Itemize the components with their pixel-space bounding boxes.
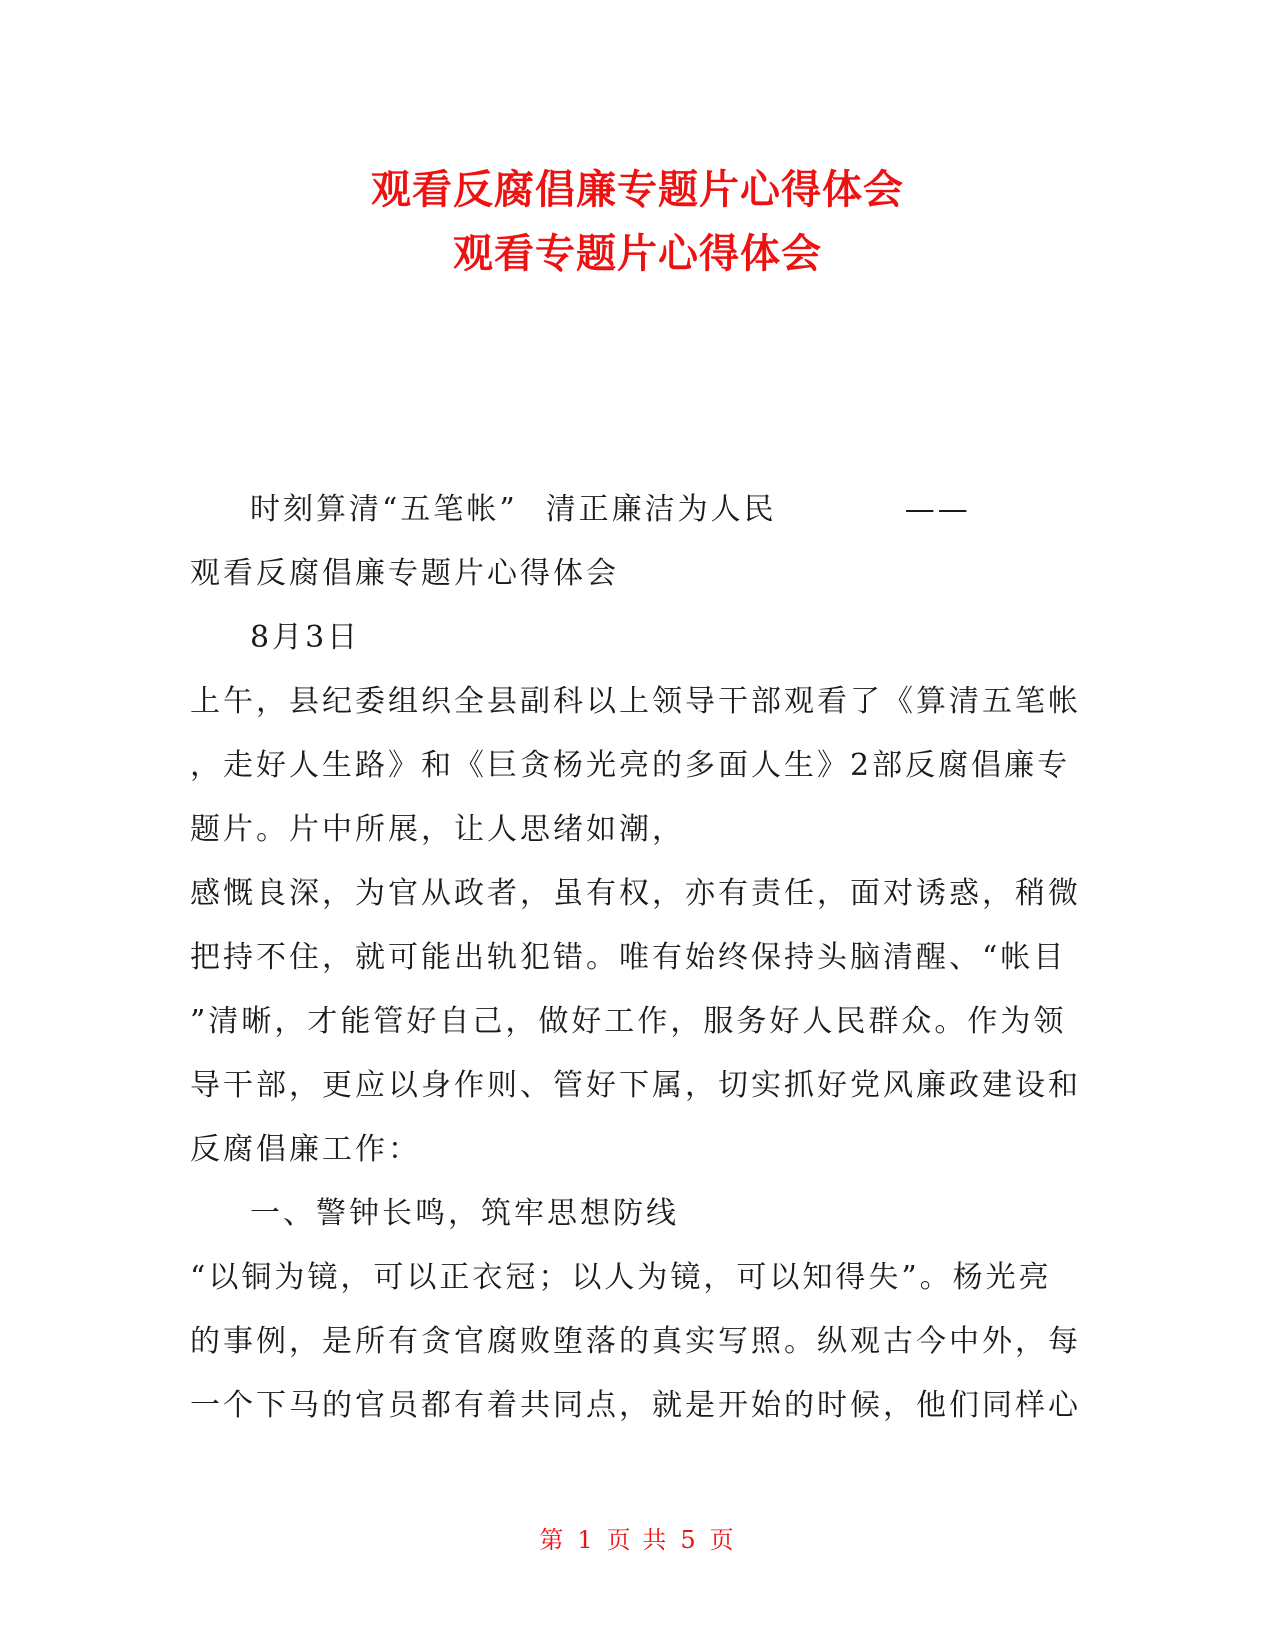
paragraph-line: 导干部，更应以身作则、管好下属，切实抓好党风廉政建设和 (190, 1068, 1081, 1103)
page-suffix: 页 (709, 1526, 736, 1554)
paragraph-line: 题片。片中所展，让人思绪如潮， (190, 812, 685, 847)
subtitle-part-3: 观看反腐倡廉专题片心得体会 (190, 556, 619, 591)
paragraph-line: 一个下马的官员都有着共同点，就是开始的时候，他们同样心 (190, 1388, 1081, 1423)
subtitle-part-1: 时刻算清“五笔帐” (250, 492, 518, 527)
document-body (190, 478, 1090, 1438)
paragraph-line: 反腐倡廉工作： (190, 1132, 421, 1167)
page-total: 5 (680, 1526, 698, 1554)
page-mid: 页 共 (606, 1526, 669, 1554)
subtitle-line (190, 478, 1090, 542)
date-line: 8月3日 (250, 620, 361, 655)
section-heading: 一、警钟长鸣，筑牢思想防线 (250, 1196, 679, 1231)
paragraph-line: 上午，县纪委组织全县副科以上领导干部观看了《算清五笔帐 (190, 684, 1081, 719)
paragraph-line: 把持不住，就可能出轨犯错。唯有始终保持头脑清醒、“帐目 (190, 940, 1067, 975)
subtitle-part-2: 清正廉洁为人民 (545, 492, 777, 527)
paragraph-line: 感慨良深，为官从政者，虽有权，亦有责任，面对诱惑，稍微 (190, 876, 1081, 911)
paragraph-line: 的事例，是所有贪官腐败堕落的真实写照。纵观古今中外，每 (190, 1324, 1081, 1359)
subtitle-dash: —— (904, 492, 971, 527)
title-line-1: 观看反腐倡廉专题片心得体会 (371, 167, 904, 213)
title-line-2: 观看专题片心得体会 (453, 231, 822, 277)
paragraph-line: ，走好人生路》和《巨贪杨光亮的多面人生》2部反腐倡廉专 (190, 748, 1071, 783)
page-label: 第 (539, 1526, 566, 1554)
page-current: 1 (577, 1526, 595, 1554)
page-footer (0, 1520, 1275, 1555)
document-title (0, 158, 1275, 286)
paragraph-line: ”清晰，才能管好自己，做好工作，服务好人民群众。作为领 (190, 1004, 1067, 1039)
paragraph-line: “以铜为镜，可以正衣冠；以人为镜，可以知得失”。杨光亮 (190, 1260, 1052, 1295)
